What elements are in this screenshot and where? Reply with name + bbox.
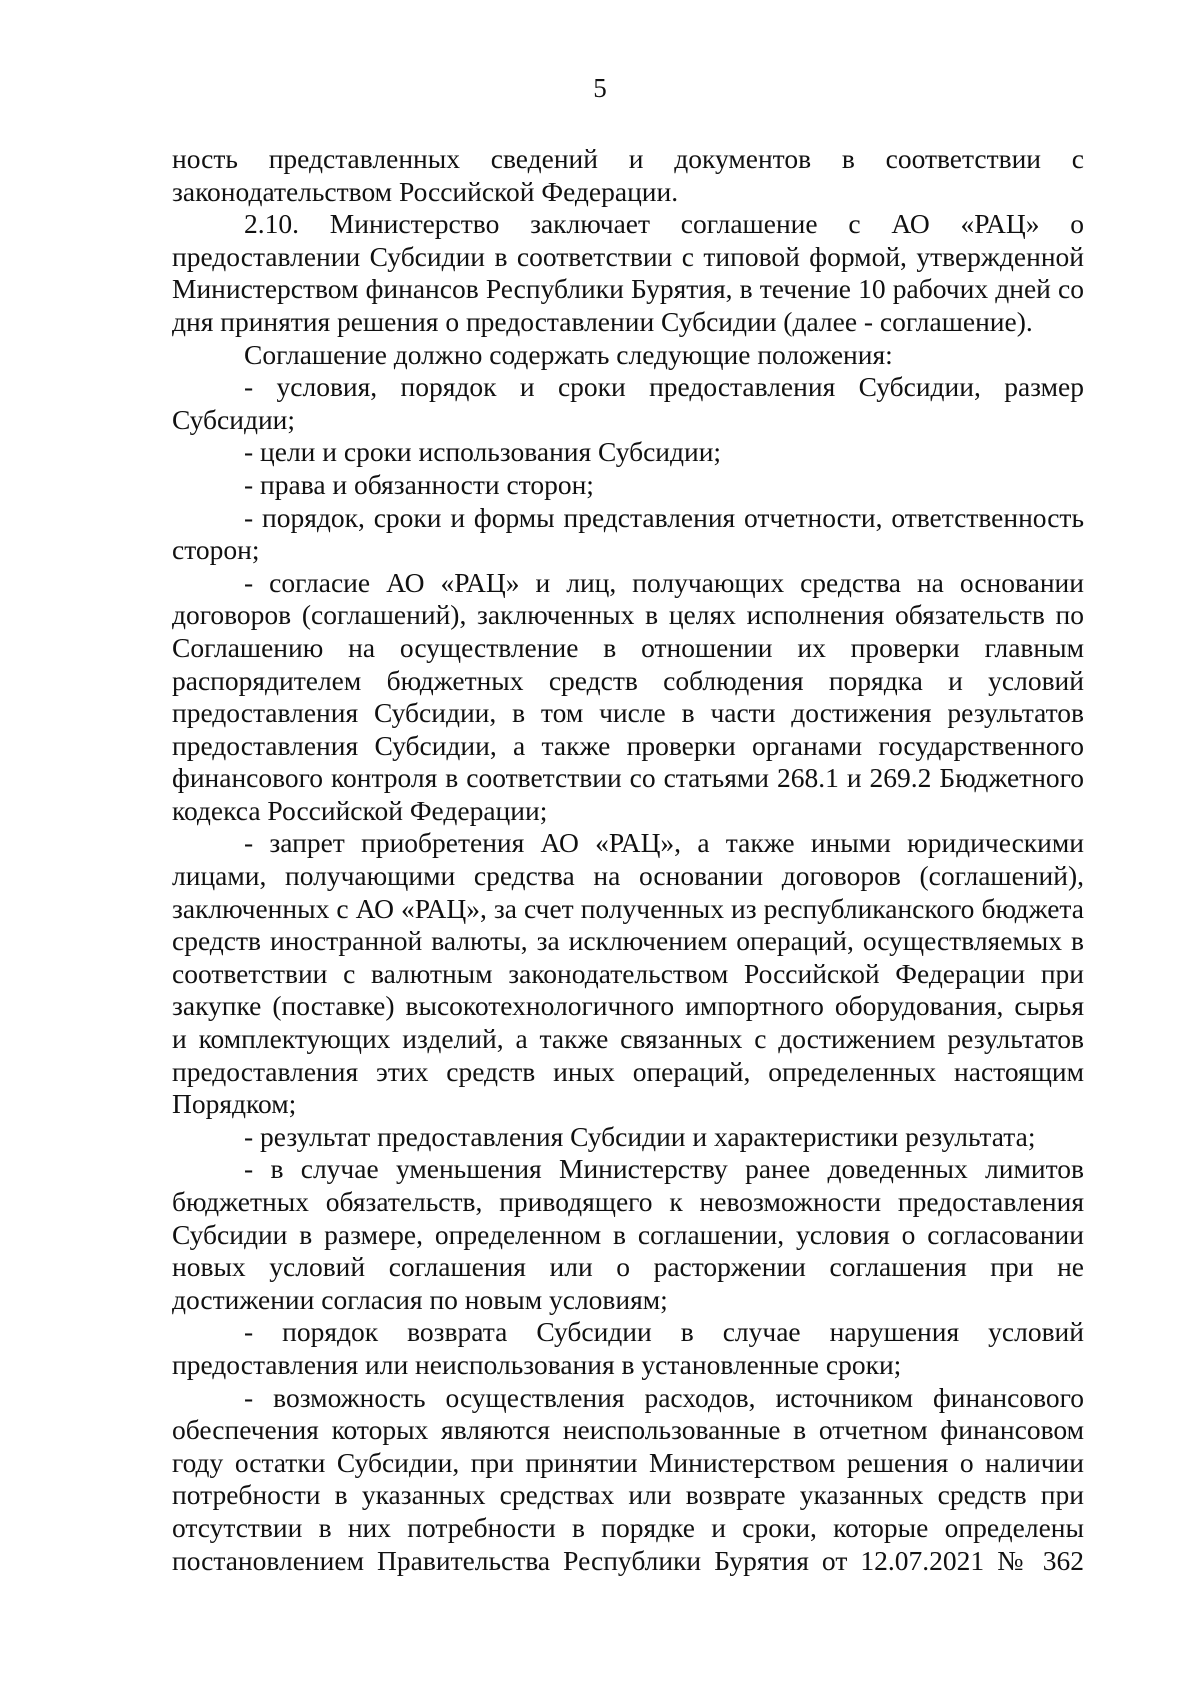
- paragraph-continuation: ность представленных сведений и документов в соответствии с законодательством Российской Федерации.: [172, 143, 1084, 207]
- list-item-conditions: - условия, порядок и сроки предоставления Субсидии, размер Субсидии;: [172, 371, 1084, 435]
- list-item-consent-audit: - согласие АО «РАЦ» и лиц, получающих средства на основании договоров (соглашений), заключенных в целях исполнения обязательств по Соглашению на осуществление в отношении их проверки главным распорядителем бюджетных средств соблюдения порядка и условий предоставления Субсидии, в том числе в части достижения результатов предоставления Субсидии, а также проверки органами государственного финансового контроля в соответствии со статьями 268.1 и 269.2 Бюджетного кодекса Российской Федерации;: [172, 566, 1084, 826]
- list-item-refund: - порядок возврата Субсидии в случае нарушения условий предоставления или неиспользования в установленные сроки;: [172, 1316, 1084, 1380]
- paragraph-clause-2-10: 2.10. Министерство заключает соглашение с АО «РАЦ» о предоставлении Субсидии в соответствии с типовой формой, утвержденной Министерством финансов Республики Бурятия, в течение 10 рабочих дней со дня принятия решения о предоставлении Субсидии (далее - соглашение).: [172, 208, 1084, 337]
- list-item-reporting: - порядок, сроки и формы представления отчетности, ответственность сторон;: [172, 501, 1084, 566]
- list-item-rights: - права и обязанности сторон;: [244, 468, 594, 500]
- list-item-goals: - цели и сроки использования Субсидии;: [244, 436, 722, 468]
- paragraph-agreement-provisions-intro: Соглашение должно содержать следующие положения:: [244, 338, 893, 370]
- page-number: 5: [593, 73, 607, 103]
- list-item-unused-balances: - возможность осуществления расходов, источником финансового обеспечения которых являются неиспользованные в отчетном финансовом году остатки Субсидии, при принятии Министерством решения о наличии потребности в указанных средствах или возврате указанных средств при отсутствии в них потребности в порядке и сроки, которые определены постановлением Правительства Республики Бурятия от 12.07.2021 № 362: [172, 1381, 1084, 1576]
- list-item-currency-ban: - запрет приобретения АО «РАЦ», а также иными юридическими лицами, получающими средства на основании договоров (соглашений), заключенных с АО «РАЦ», за счет полученных из республиканского бюджета средств иностранной валюты, за исключением операций, осуществляемых в соответствии с валютным законодательством Российской Федерации при закупке (поставке) высокотехнологичного импортного оборудования, сырья и комплектующих изделий, а также связанных с достижением результатов предоставления этих средств иных операций, определенных настоящим Порядком;: [172, 827, 1084, 1120]
- list-item-result: - результат предоставления Субсидии и характеристики результата;: [244, 1120, 1036, 1152]
- list-item-limits-reduction: - в случае уменьшения Министерству ранее доведенных лимитов бюджетных обязательств, приводящего к невозможности предоставления Субсидии в размере, определенном в соглашении, условия о согласовании новых условий соглашения или о расторжении соглашения при не достижении согласия по новым условиям;: [172, 1153, 1084, 1315]
- document-body: [172, 143, 1084, 1577]
